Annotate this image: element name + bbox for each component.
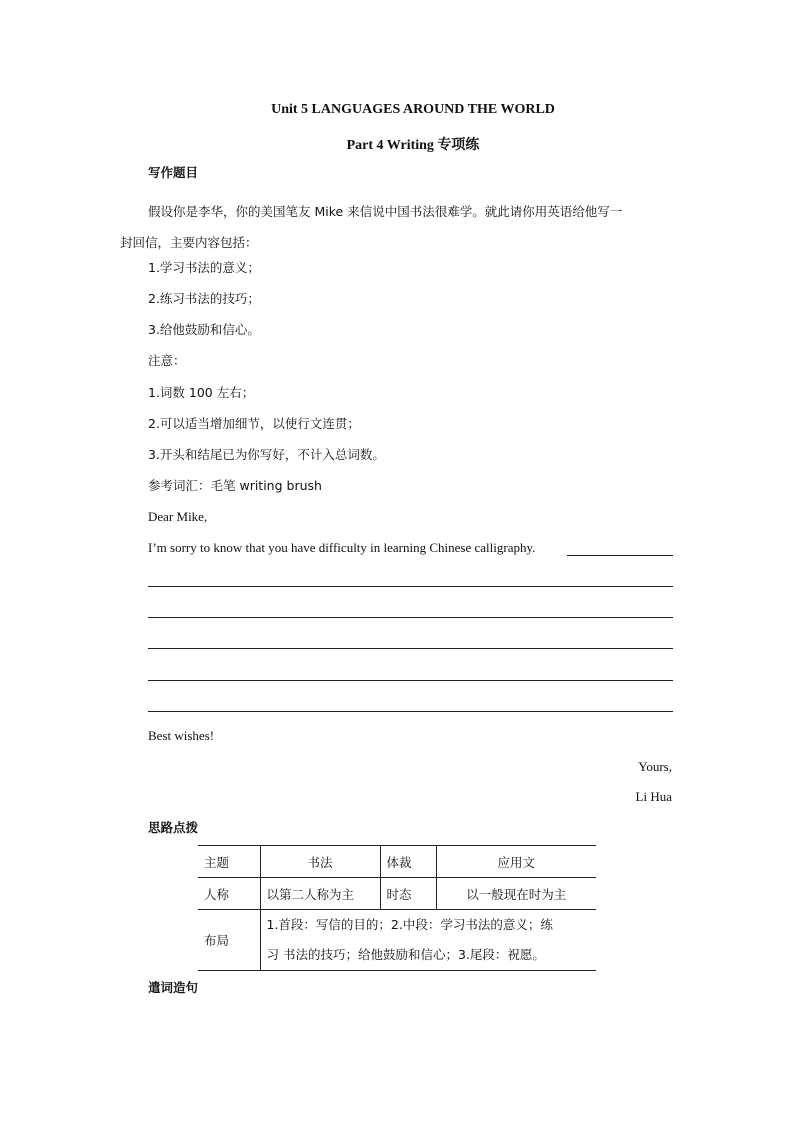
note-3: 3.开头和结尾已为你写好，不计入总词数。: [148, 447, 385, 462]
vocab-reference: 参考词汇：毛笔 writing brush: [148, 478, 322, 493]
layout-line-2: 习 书法的技巧；给他鼓励和信心；3.尾段：祝愿。: [266, 947, 545, 962]
answer-line: [148, 680, 673, 681]
answer-line: [567, 555, 673, 556]
task-prompt-line1: 假设你是李华，你的美国笔友 Mike 来信说中国书法很难学。就此请你用英语给他写一: [148, 204, 623, 219]
layout-line-1: 1.首段：写信的目的；2.中段：学习书法的意义；练: [266, 917, 553, 932]
table-row: [198, 878, 596, 910]
letter-closing: Best wishes!: [148, 728, 215, 743]
table-cell: 布局: [198, 910, 260, 971]
task-point-3: 3.给他鼓励和信心。: [148, 322, 260, 337]
answer-line: [148, 586, 673, 587]
table-cell: 时态: [380, 878, 436, 910]
answer-line: [148, 648, 673, 649]
letter-sign-yours: Yours,: [638, 759, 672, 774]
table-cell: 体裁: [380, 846, 436, 878]
table-cell: 以一般现在时为主: [436, 878, 596, 910]
table-row: [198, 910, 596, 971]
letter-opening: I’m sorry to know that you have difficulty in learning Chinese calligraphy.: [148, 540, 536, 555]
table-cell: [260, 910, 596, 971]
table-row: [198, 846, 596, 878]
task-prompt: [120, 196, 678, 258]
table-cell: 主题: [198, 846, 260, 878]
table-cell: 应用文: [436, 846, 596, 878]
section-heading: 遣词造句: [148, 980, 199, 995]
table-cell: 人称: [198, 878, 260, 910]
answer-line: [148, 711, 673, 712]
table-cell: 书法: [260, 846, 380, 878]
letter-sign-name: Li Hua: [635, 789, 672, 804]
guide-heading: 思路点拨: [148, 820, 199, 835]
unit-title: Unit 5 LANGUAGES AROUND THE WORLD: [271, 102, 555, 117]
outline-table: [198, 845, 596, 971]
table-cell: 以第二人称为主: [260, 878, 380, 910]
answer-line: [148, 617, 673, 618]
task-point-1: 1.学习书法的意义；: [148, 260, 260, 275]
part-subtitle: Part 4 Writing 专项练: [346, 138, 480, 153]
task-heading: 写作题目: [148, 165, 199, 180]
letter-greeting: Dear Mike,: [148, 509, 208, 524]
notes-heading: 注意：: [148, 353, 186, 368]
note-2: 2.可以适当增加细节，以使行文连贯；: [148, 416, 360, 431]
task-point-2: 2.练习书法的技巧；: [148, 291, 260, 306]
note-1: 1.词数 100 左右；: [148, 385, 255, 400]
task-prompt-line2: 封回信，主要内容包括：: [120, 235, 258, 250]
